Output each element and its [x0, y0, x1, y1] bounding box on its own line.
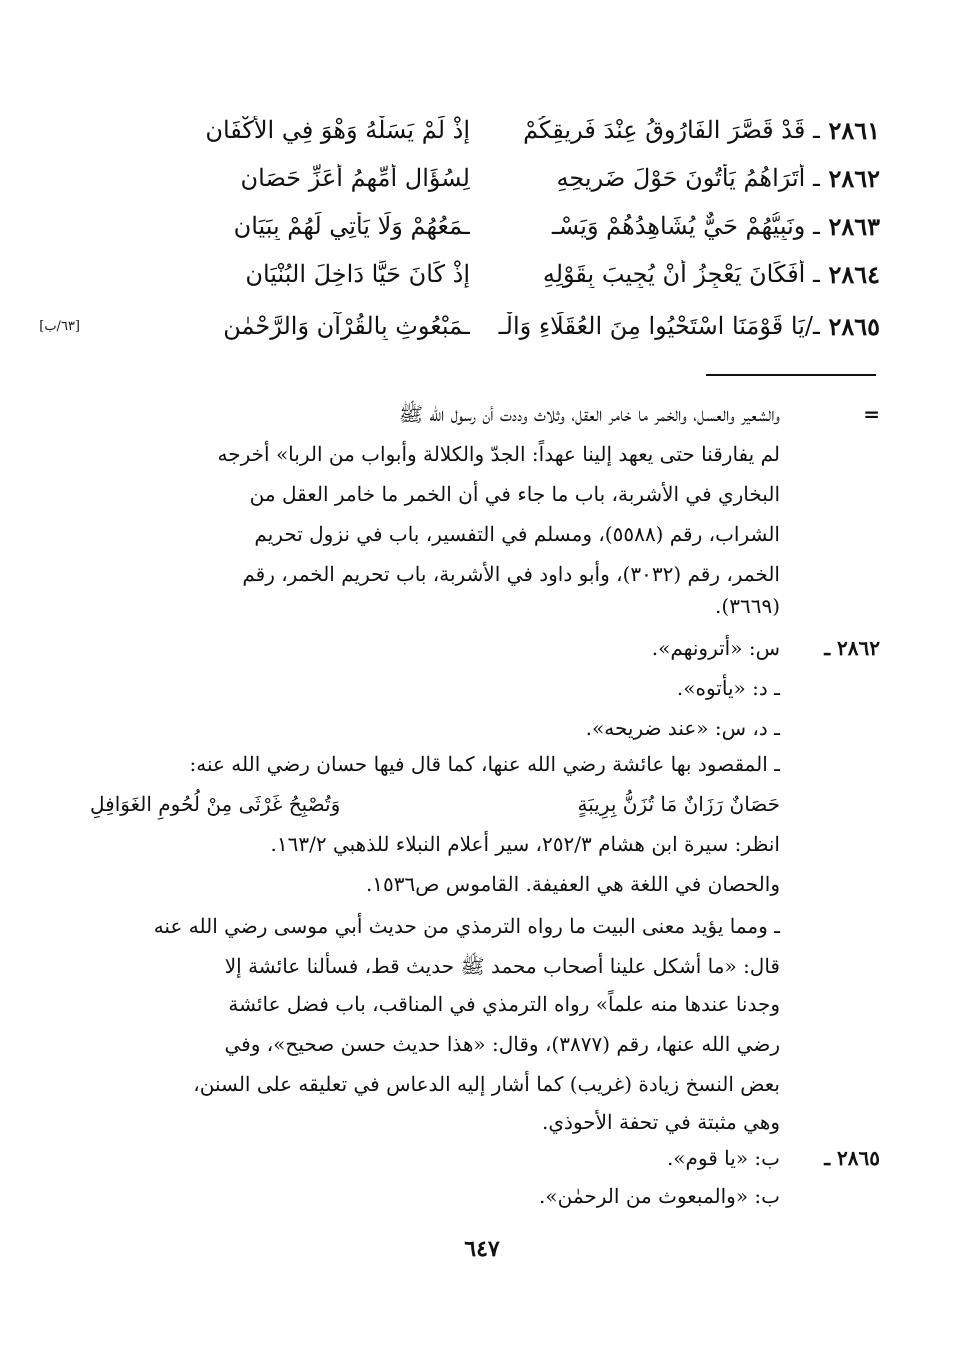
- footnote-text: رضي الله عنها، رقم (٣٨٧٧)، وقال: «هذا حديث حسن صحيح»، وفي: [224, 1032, 780, 1056]
- footnote-line: [90, 1066, 880, 1103]
- footnote-text: لم يفارقنا حتى يعهد إلينا عهداً: الجدّ والكلالة وأبواب من الربا» أخرجه: [217, 442, 780, 466]
- footnote-line: [90, 866, 880, 903]
- footnote-text: قال: «ما أشكل علينا أصحاب محمد ﷺ حديث قط، فسألنا عائشة إلا: [224, 954, 780, 978]
- footnote-text: والشعير والعسل، والخمر ما خامر العقل، وثلاث وددت أن رسول الله ﷺ: [398, 402, 780, 426]
- verse-second-hemistich: ـمَبْعُوثِ بِالقُرْآنِ وَالرَّحْمٰنِ: [223, 312, 470, 340]
- footnote-text: الشراب، رقم (٥٥٨٨)، ومسلم في التفسير، باب في نزول تحريم: [254, 522, 780, 546]
- footnote-line: [90, 826, 880, 863]
- footnote-text: الخمر، رقم (٣٠٣٢)، وأبو داود في الأشربة، باب تحريم الخمر، رقم: [242, 562, 780, 586]
- verse-number: ٢٨٦٤: [828, 259, 880, 289]
- verse-row: [80, 156, 880, 200]
- footnote-poem-line: [90, 786, 880, 823]
- footnote-text: ب: «يا قوم».: [666, 1146, 780, 1170]
- footnote-text: س: «أترونهم».: [651, 636, 780, 660]
- quoted-verse: [90, 786, 780, 823]
- verse-second-hemistich: ـمَعُهُمْ وَلَا يَأْتِي لَهُمْ بِبَيَانِ: [233, 212, 470, 240]
- footnote-text: ـ المقصود بها عائشة رضي الله عنها، كما قال فيها حسان رضي الله عنه:: [189, 752, 780, 776]
- verse-row: [80, 204, 880, 248]
- footnote-line: [90, 1178, 880, 1215]
- footnote-line: [90, 588, 880, 625]
- footnote-text: بعض النسخ زيادة (غريب) كما أشار إليه الدعاس في تعليقه على السنن،: [193, 1072, 780, 1096]
- footnote-line: [90, 908, 880, 945]
- footnote-text: ـ د، س: «عند ضريحه».: [585, 716, 780, 740]
- footnote-line: [90, 746, 880, 783]
- footnote-line: [90, 670, 880, 707]
- verse-number: ٢٨٦٥: [828, 311, 880, 341]
- footnote-line: [90, 476, 880, 513]
- footnote-line: [90, 436, 880, 473]
- footnote-verse-number: ٢٨٦٥ ـ: [824, 1146, 880, 1170]
- footnote-line: [90, 986, 880, 1023]
- verse-first-hemistich: ـ أَفَكَانَ يَعْجِزُ أَنْ يُجِيبَ بِقَوْلِهِ: [542, 260, 820, 288]
- footnote-verse-number: ٢٨٦٢ ـ: [824, 636, 880, 660]
- footnote-text: والحصان في اللغة هي العفيفة. القاموس ص١٥٣٦.: [365, 872, 780, 896]
- verse-second-hemistich: لِسُؤَالِ أُمِّهِمُ أَعَزِّ حَصَانِ: [240, 164, 470, 192]
- verse-row: [80, 252, 880, 296]
- footnote-text: وهي مثبتة في تحفة الأحوذي.: [542, 1110, 780, 1134]
- verse-first-hemistich: ـ أَتَرَاهُمُ يَأْتُونَ حَوْلَ ضَرِيحِهِ: [556, 164, 820, 192]
- footnote-line: [90, 1140, 880, 1177]
- verse-first-hemistich: ـ ونَبِيُّهُمْ حَيٌّ يُشَاهِدُهُمْ وَيَسْـ: [551, 212, 820, 240]
- verse-number: ٢٨٦٣: [828, 211, 880, 241]
- footnote-text: وجدنا عندها منه علماً» رواه الترمذي في المناقب، باب فضل عائشة: [228, 992, 780, 1016]
- verse-number: ٢٨٦١: [828, 115, 880, 145]
- verse-number: ٢٨٦٢: [828, 163, 880, 193]
- footnote-text: ـ د: «يأتوه».: [676, 676, 780, 700]
- verse-row: [80, 108, 880, 152]
- verse-second-hemistich: إِذْ كَانَ حَيًّا دَاخِلَ البُنْيَانِ: [245, 260, 470, 288]
- footnote-separator: [706, 374, 876, 376]
- continuation-mark: =: [863, 402, 880, 426]
- footnote-line: [90, 1104, 880, 1141]
- footnote-text: (٣٦٦٩).: [715, 594, 780, 618]
- footnote-text: البخاري في الأشربة، باب ما جاء في أن الخمر ما خامر العقل من: [249, 482, 780, 506]
- footnote-line: [90, 516, 880, 553]
- quoted-verse-second-hemistich: وَتُصْبِحُ غَرْثَى مِنْ لُحُومِ الغَوَافِلِ: [90, 792, 341, 816]
- footnote-line: [90, 396, 880, 433]
- footnote-text: ب: «والمبعوث من الرحمٰن».: [539, 1184, 780, 1208]
- verse-first-hemistich: ـ/يَا قَوْمَنَا اسْتَحْيُوا مِنَ العُقَلَاءِ وَالْـ: [498, 312, 820, 340]
- manuscript-folio-mark: [٦٣/ب]: [39, 318, 80, 334]
- footnote-line: [90, 630, 880, 667]
- footnote-line: [90, 1026, 880, 1063]
- footnote-text: انظر: سيرة ابن هشام ٢٥٢/٣، سير أعلام النبلاء للذهبي ١٦٣/٢.: [270, 832, 780, 856]
- footnote-line: [90, 710, 880, 747]
- page-number: ٦٤٧: [464, 1236, 500, 1262]
- footnote-line: [90, 948, 880, 985]
- verse-second-hemistich: إِذْ لَمْ يَسَلْهُ وَهْوَ فِي الأَكْفَانِ: [205, 116, 470, 144]
- verse-first-hemistich: ـ قَدْ قَصَّرَ الفَارُوقُ عِنْدَ فَرِيقِكُمْ: [523, 116, 820, 144]
- verse-row: [36, 304, 880, 348]
- quoted-verse-first-hemistich: حَصَانٌ رَزَانٌ مَا تُزَنُّ بِرِيبَةٍ: [577, 792, 780, 816]
- footnote-text: ـ ومما يؤيد معنى البيت ما رواه الترمذي من حديث أبي موسى رضي الله عنه: [153, 914, 780, 938]
